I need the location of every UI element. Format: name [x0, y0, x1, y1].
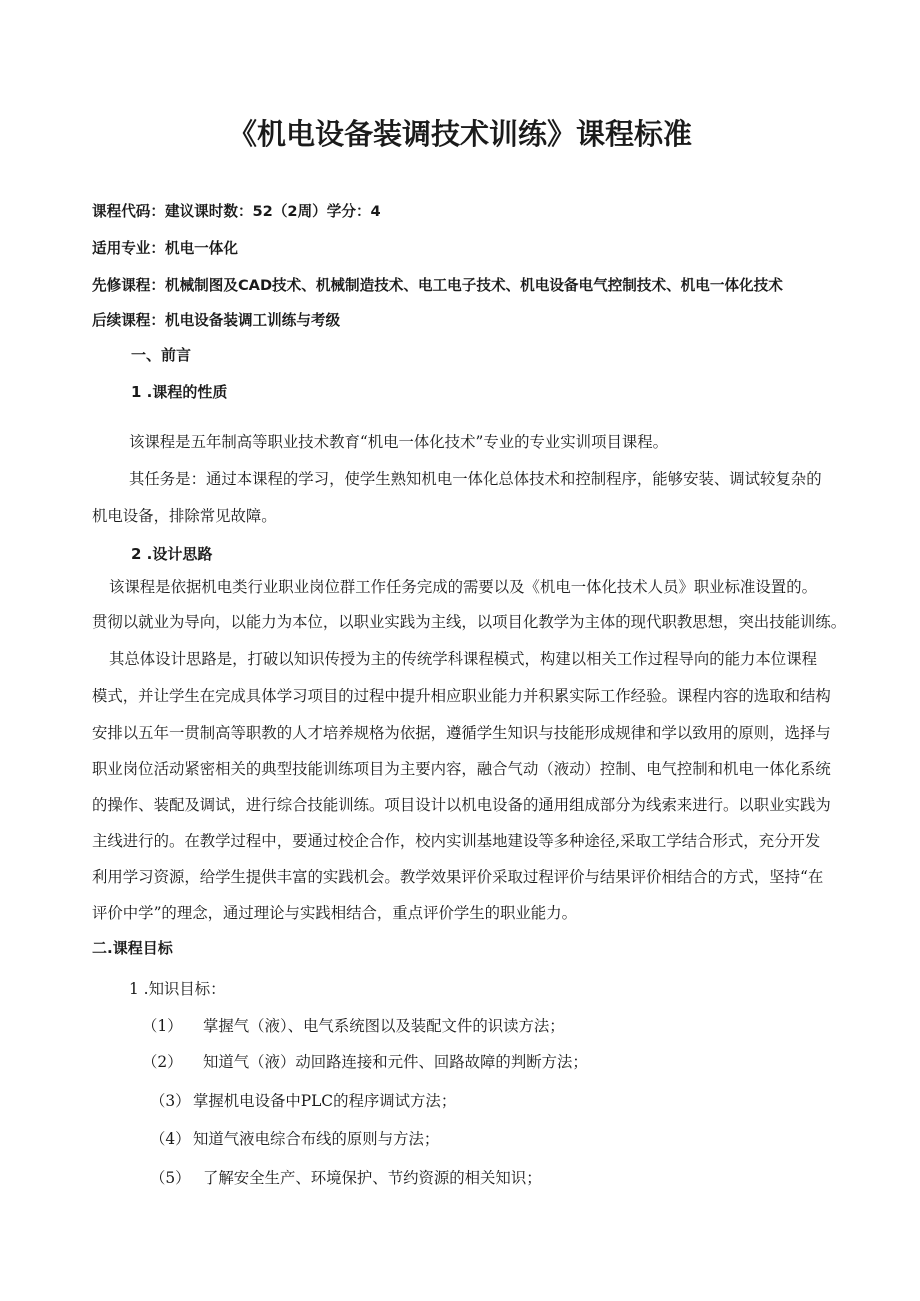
- subsection-heading-design: 2 .设计思路: [131, 545, 213, 563]
- subsection-heading-knowledge: 1 .知识目标：: [129, 980, 226, 998]
- paragraph: 安排以五年一贯制高等职教的人才培养规格为依据，遵循学生知识与技能形成规律和学以致用的原则，选择与: [92, 724, 831, 742]
- follow-up-courses-line: 后续课程：机电设备装调工训练与考级: [92, 312, 341, 329]
- paragraph: 贯彻以就业为导向，以能力为本位，以职业实践为主线，以项目化教学为主体的现代职教思想，突出技能训练。: [92, 613, 847, 631]
- paragraph: 利用学习资源，给学生提供丰富的实践机会。教学效果评价采取过程评价与结果评价相结合的方式，坚持“在: [92, 868, 824, 886]
- list-item-text: 掌握机电设备中PLC的程序调试方法；: [193, 1092, 457, 1110]
- list-item-number: （3）: [150, 1092, 191, 1110]
- list-item-number: （1）: [142, 1017, 183, 1035]
- list-item-text: 知道气（液）动回路连接和元件、回路故障的判断方法；: [203, 1053, 588, 1071]
- list-item-number: （4）: [150, 1130, 191, 1148]
- paragraph: 该课程是五年制高等职业技术教育“机电一体化技术”专业的专业实训项目课程。: [129, 433, 669, 451]
- paragraph: 其任务是：通过本课程的学习，使学生熟知机电一体化总体技术和控制程序，能够安装、调试较复杂的: [129, 470, 822, 488]
- paragraph: 该课程是依据机电类行业职业岗位群工作任务完成的需要以及《机电一体化技术人员》职业标准设置的。: [109, 578, 817, 596]
- list-item-number: （2）: [142, 1053, 183, 1071]
- paragraph: 评价中学”的理念，通过理论与实践相结合，重点评价学生的职业能力。: [92, 904, 577, 922]
- section-heading-objectives: 二.课程目标: [92, 939, 173, 957]
- list-item-text: 掌握气（液）、电气系统图以及装配文件的识读方法；: [203, 1017, 565, 1035]
- applicable-major-line: 适用专业：机电一体化: [92, 240, 238, 257]
- paragraph: 其总体设计思路是，打破以知识传授为主的传统学科课程模式，构建以相关工作过程导向的能力本位课程: [109, 650, 817, 668]
- paragraph: 的操作、装配及调试，进行综合技能训练。项目设计以机电设备的通用组成部分为线索来进行。以职业实践为: [92, 796, 831, 814]
- subsection-heading-nature: 1 .课程的性质: [131, 383, 228, 401]
- paragraph: 机电设备，排除常见故障。: [92, 507, 277, 525]
- list-item-text: 了解安全生产、环境保护、节约资源的相关知识；: [203, 1169, 542, 1187]
- paragraph: 主线进行的。在教学过程中，要通过校企合作，校内实训基地建设等多种途径,采取工学结合形式，充分开发: [92, 832, 821, 850]
- list-item-text: 知道气液电综合布线的原则与方法；: [193, 1130, 440, 1148]
- paragraph: 职业岗位活动紧密相关的典型技能训练项目为主要内容，融合气动（液动）控制、电气控制和机电一体化系统: [92, 760, 831, 778]
- paragraph: 模式，并让学生在完成具体学习项目的过程中提升相应职业能力并积累实际工作经验。课程内容的选取和结构: [92, 687, 831, 705]
- section-heading-preface: 一、前言: [131, 346, 192, 364]
- document-title: 《机电设备装调技术训练》课程标准: [227, 117, 692, 151]
- prerequisite-courses-line: 先修课程：机械制图及CAD技术、机械制造技术、电工电子技术、机电设备电气控制技术、机电一体化技术: [92, 277, 783, 294]
- course-code-line: 课程代码：建议课时数：52（2周）学分：4: [92, 203, 381, 220]
- list-item-number: （5）: [150, 1169, 191, 1187]
